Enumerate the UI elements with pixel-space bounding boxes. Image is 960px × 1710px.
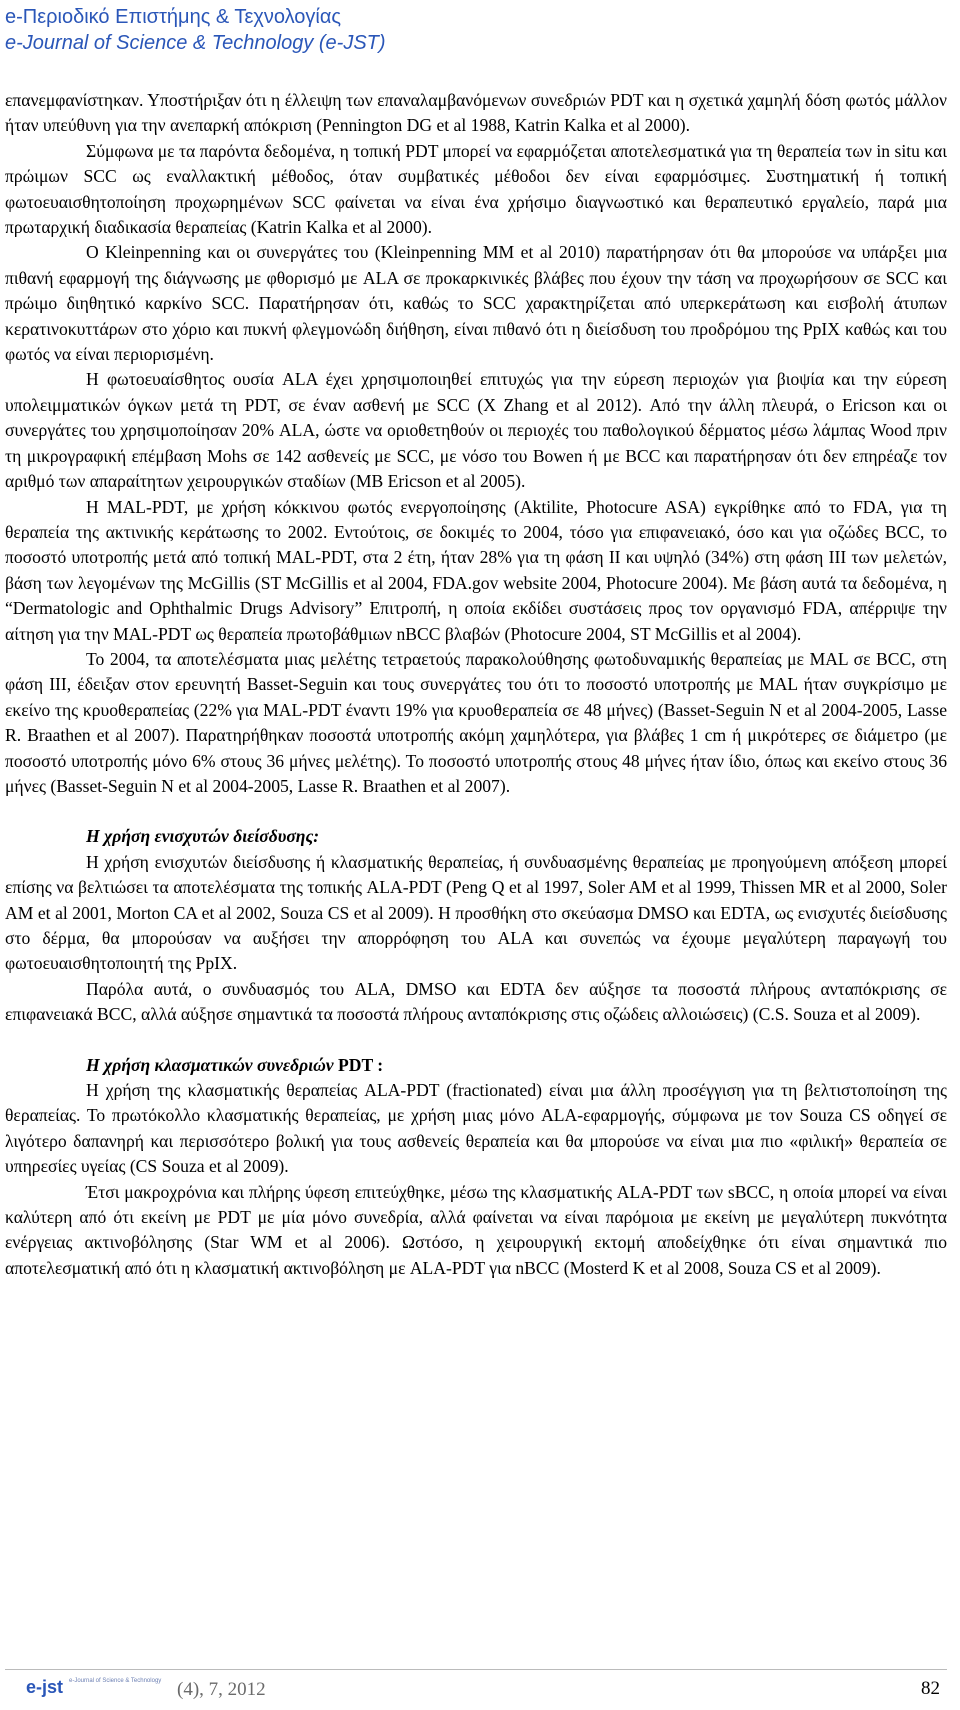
- section-heading-fractionated: [5, 1053, 947, 1078]
- paragraph: Η MAL-PDT, με χρήση κόκκινου φωτός ενεργοποίησης (Aktilite, Photocure ASA) εγκρίθηκε από το FDA, για τη θεραπεία της ακτινικής κεράτωσης το 2002. Εντούτοις, σε δοκιμές το 2004, τόσο για επιφανειακό, όσο και για οζώδες BCC, το ποσοστό υποτροπής μετά από τοπική MAL-PDT, στα 2 έτη, ήταν 28% για τη φάση ΙΙ και υψηλό (34%) στη φάση ΙΙΙ των μελετών, βάση των λεγομένων της McGillis (ST McGillis et al 2004, FDA.gov website 2004, Photocure 2004). Με βάση αυτά τα δεδομένα, η “Dermatologic and Ophthalmic Drugs Advisory” Επιτροπή, η οποία εκδίδει συστάσεις προς τον οργανισμό FDA, απέρριψε την αίτηση για την MAL-PDT ως θεραπεία πρωτοβάθμιων nBCC βλαβών (Photocure 2004, ST McGillis et al 2004).: [5, 496, 947, 644]
- section-heading-italic: Η χρήση κλασματικών συνεδριών: [86, 1054, 334, 1075]
- paragraph: Σύμφωνα με τα παρόντα δεδομένα, η τοπική PDT μπορεί να εφαρμόζεται αποτελεσματικά για τη θεραπεία των in situ και πρώιμων SCC ως εναλλακτική μέθοδος, όταν συμβατικές μέθοδοι δεν είναι εφαρμόσιμες. Συστηματική ή τοπική φωτοευαισθητοποίηση προχωρημένων SCC φαίνεται να είναι ένα χρήσιμο διαγνωστικό και θεραπευτικό εργαλείο, παρά μια πρωταρχική διαδικασία θεραπείας (Katrin Kalka et al 2000).: [5, 140, 947, 238]
- paragraph: Η χρήση ενισχυτών διείσδυσης ή κλασματικής θεραπείας, ή συνδυασμένης θεραπείας με προηγούμενη απόξεση μπορεί επίσης να βελτιώσει τα αποτελέσματα της τοπικής ALA-PDT (Peng Q et al 1997, Soler AM et al 1999, Thissen MR et al 2000, Soler AM et al 2001, Morton CA et al 2002, Souza CS et al 2009). Η προσθήκη στο σκεύασμα DMSO και EDTA, ως ενισχυτές διείσδυσης στο δέρμα, θα μπορούσαν να αυξήσει την απορρόφηση του ALA και συνεπώς να έχουμε μεγαλύτερη παραγωγή του φωτοευαισθητοποιητή της PpIX.: [5, 851, 947, 974]
- journal-logo: [26, 1677, 162, 1698]
- page-footer: [0, 1663, 960, 1703]
- paragraph: Έτσι μακροχρόνια και πλήρης ύφεση επιτεύχθηκε, μέσω της κλασματικής ALA-PDT των sBCC, η οποία μπορεί να είναι καλύτερη από ότι εκείνη με PDT με μία μόνο συνεδρία, αλλά φαίνεται να είναι παρόμοια με εκείνη με μεγαλύτερη πυκνότητα ενέργειας ακτινοβόλησης (Star WM et al 2006). Ωστόσο, η χειρουργική εκτομή αποδείχθηκε ότι είναι σημαντικά πιο αποτελεσματική από ότι η κλασματική ακτινοβόληση με ALA-PDT για nBCC (Mosterd K et al 2008, Souza CS et al 2009).: [5, 1181, 947, 1278]
- paragraph: Το 2004, τα αποτελέσματα μιας μελέτης τετραετούς παρακολούθησης φωτοδυναμικής θεραπείας με MAL σε BCC, στη φάση ΙΙΙ, έδειξαν στον ερευνητή Basset-Seguin και τους συνεργάτες του ότι το ποσοστό υποτροπής με MAL ήταν συγκρίσιμο με εκείνο της κρυοθεραπείας (22% για MAL-PDT έναντι 19% για κρυοθεραπεία σε 48 μήνες) (Basset-Seguin N et al 2004-2005, Lasse R. Braathen et al 2007). Παρατηρήθηκαν ποσοστά υποτροπής ακόμη χαμηλότερα, για βλάβες 1 cm ή μικρότερες σε διάμετρο (με ποσοστό υποτροπής μόνο 6% στους 36 μήνες μελέτης). Το ποσοστό υποτροπής στους 48 μήνες ήταν ίδιο, όπως και εκείνο στους 36 μήνες (Basset-Seguin N et al 2004-2005, Lasse R. Braathen et al 2007).: [5, 648, 947, 796]
- page-number: 82: [921, 1678, 940, 1699]
- footer-rule: [5, 1669, 947, 1670]
- spacer: [5, 799, 947, 824]
- paragraph: Παρόλα αυτά, ο συνδυασμός του ALA, DMSO και EDTA δεν αύξησε τα ποσοστά πλήρους ανταπόκρισης σε επιφανειακά BCC, αλλά αύξησε σημαντικά τα ποσοστά πλήρους ανταπόκρισης στις οζώδεις αλλοιώσεις) (C.S. Souza et al 2009).: [5, 978, 947, 1025]
- journal-title-english: e-Journal of Science & Technology (e-JST): [5, 32, 386, 54]
- issue-info: (4), 7, 2012: [177, 1679, 266, 1700]
- article-body: [5, 88, 947, 1281]
- section-heading-enhancers: Η χρήση ενισχυτών διείσδυσης:: [86, 826, 320, 847]
- journal-header: [5, 4, 386, 56]
- paragraph: επανεμφανίστηκαν. Υποστήριξαν ότι η έλλειψη των επαναλαμβανόμενων συνεδριών PDT και η σχετικά χαμηλή δόση φωτός μάλλον ήταν υπεύθυνη για την ανεπαρκή απόκριση (Pennington DG et al 1988, Katrin Kalka et al 2000).: [5, 90, 947, 136]
- section-heading-plain: PDT :: [333, 1054, 384, 1075]
- spacer: [5, 1028, 947, 1053]
- paragraph: Ο Kleinpenning και οι συνεργάτες του (Kleinpenning MM et al 2010) παρατήρησαν ότι θα μπορούσε να υπάρξει μια πιθανή εφαρμογή της διάγνωσης με φθορισμό με ALA σε προκαρκινικές βλάβες που έχουν την τάση να προχωρήσουν σε SCC και πρώιμο διηθητικό καρκίνο SCC. Παρατήρησαν ότι, καθώς το SCC χαρακτηρίζεται από υπερκεράτωση και εισβολή άτυπων κερατινοκυττάρων στο χόριο και πυκνή φλεγμονώδη διήθηση, είναι πιθανό ότι η διείσδυση του προδρόμου της PpIX καθώς και του φωτός να είναι περιορισμένη.: [5, 242, 947, 365]
- journal-title-greek: e-Περιοδικό Επιστήμης & Τεχνολογίας: [5, 6, 342, 28]
- paragraph: Η φωτοευαίσθητος ουσία ALA έχει χρησιμοποιηθεί επιτυχώς για την εύρεση περιοχών για βιοψία και την εύρεση υπολειμματικών όγκων μετά τη PDT, σε έναν ασθενή με SCC (X Zhang et al 2012). Από την άλλη πλευρά, ο Ericson και οι συνεργάτες του χρησιμοποίησαν 20% ALA, ώστε να οριοθετηθούν οι περιοχές του παθολογικού δέρματος μέσω λάμπας Wood πριν τη μικρογραφική επέμβαση Mohs σε 142 ασθενείς με SCC, με νόσο του Bowen ή με BCC και παρατήρησαν ότι δεν επηρέαζε τον αριθμό των απαραίτητων χειρουργικών σταδίων (MB Ericson et al 2005).: [5, 369, 947, 492]
- logo-mark: e-jst: [26, 1677, 64, 1697]
- paragraph: Η χρήση της κλασματικής θεραπείας ALA-PDT (fractionated) είναι μια άλλη προσέγγιση για τη βελτιστοποίηση της θεραπείας. Το πρωτόκολλο κλασματικής θεραπείας, με χρήση μιας μόνο ALA-εφαρμογής, σύμφωνα με τον Souza CS οδηγεί σε λιγότερο δαπανηρή και περισσότερο βολική για τους ασθενείς θεραπεία και θα μπορούσε να είναι μια πιο «φιλική» θεραπεία σε υπηρεσίες υγείας (CS Souza et al 2009).: [5, 1080, 947, 1177]
- logo-subtitle: e-Journal of Science & Technology: [69, 1678, 162, 1684]
